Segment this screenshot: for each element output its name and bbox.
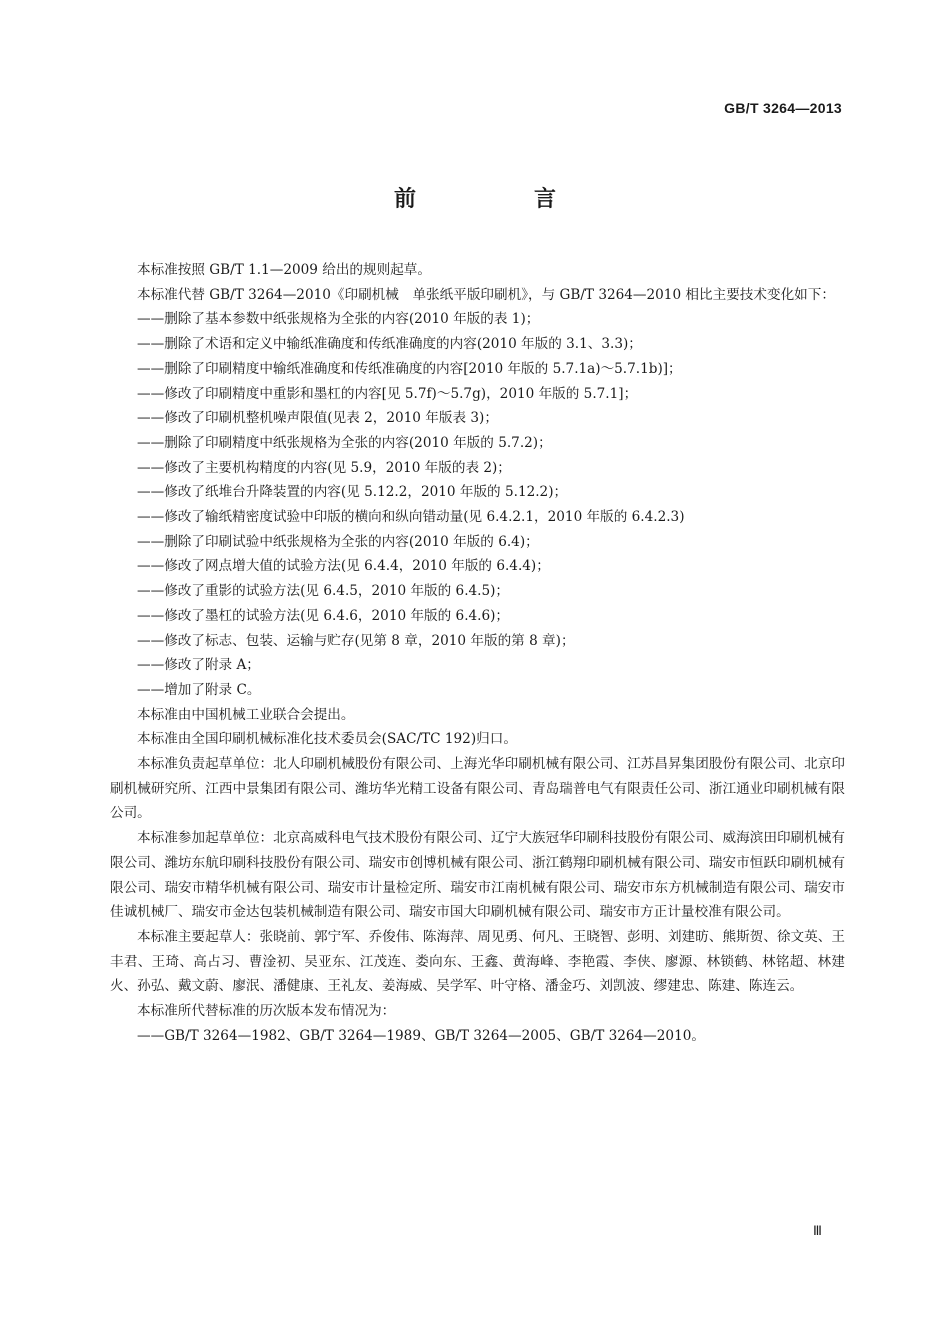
- change-item: ——删除了印刷试验中纸张规格为全张的内容(2010 年版的 6.4)；: [137, 533, 539, 550]
- change-item: ——删除了印刷精度中输纸准确度和传纸准确度的内容[2010 年版的 5.7.1a)～5.7.1b)]；: [137, 360, 682, 377]
- change-item: ——修改了输纸精密度试验中印版的横向和纵向错动量(见 6.4.2.1，2010 年版的 6.4.2.3): [137, 509, 685, 526]
- change-item: ——删除了术语和定义中输纸准确度和传纸准确度的内容(2010 年版的 3.1、3.3)；: [137, 336, 642, 353]
- change-item: ——删除了基本参数中纸张规格为全张的内容(2010 年版的表 1)；: [137, 311, 540, 328]
- change-item: ——修改了重影的试验方法(见 6.4.5，2010 年版的 6.4.5)；: [137, 583, 510, 600]
- intro-paragraph: 本标准代替 GB/T 3264—2010《印刷机械 单张纸平版印刷机》，与 GB/T 3264—2010 相比主要技术变化如下：: [137, 286, 835, 303]
- change-item: ——修改了标志、包装、运输与贮存(见第 8 章，2010 年版的第 8 章)；: [137, 632, 575, 649]
- lead-drafting-units-paragraph: 本标准负责起草单位：北人印刷机械股份有限公司、上海光华印刷机械有限公司、江苏昌昇集团股份有限公司、北京印刷机械研究所、江西中景集团有限公司、潍坊华光精工设备有限公司、青岛瑞普电气有限责任公司、浙江通业印刷机械有限公司。: [110, 756, 845, 822]
- page-number: Ⅲ: [813, 1223, 822, 1238]
- change-item: ——修改了纸堆台升降装置的内容(见 5.12.2，2010 年版的 5.12.2)；: [137, 484, 568, 501]
- document-body: [110, 258, 845, 1049]
- change-item: ——修改了印刷精度中重影和墨杠的内容[见 5.7f)～5.7g)，2010 年版的 5.7.1]；: [137, 385, 638, 402]
- change-item: ——修改了网点增大值的试验方法(见 6.4.4，2010 年版的 6.4.4)；: [137, 558, 550, 575]
- standard-code: GB/T 3264—2013: [724, 100, 842, 116]
- drafters-paragraph: 本标准主要起草人：张晓前、郭宁军、乔俊伟、陈海萍、周见勇、何凡、王晓智、彭明、刘建昉、熊斯贺、徐文英、王丰君、王琦、高占习、曹淦初、吴亚东、江茂连、娄向东、王鑫、黄海峰、李艳霞、李侠、廖源、林锁鹤、林铭超、林建火、孙弘、戴文蔚、廖泯、潘健康、王礼友、姜海威、吴学军、叶守格、潘金巧、刘凯波、缪建忠、陈建、陈连云。: [110, 928, 845, 995]
- change-item: ——修改了墨杠的试验方法(见 6.4.6，2010 年版的 6.4.6)；: [137, 607, 510, 624]
- committee-paragraph: 本标准由全国印刷机械标准化技术委员会(SAC/TC 192)归口。: [137, 731, 517, 748]
- change-item: ——删除了印刷精度中纸张规格为全张的内容(2010 年版的 5.7.2)；: [137, 434, 552, 451]
- change-item: ——修改了附录 A；: [137, 657, 260, 674]
- change-item: ——修改了主要机构精度的内容(见 5.9，2010 年版的表 2)；: [137, 459, 511, 476]
- intro-paragraph: 本标准按照 GB/T 1.1—2009 给出的规则起草。: [137, 262, 431, 278]
- change-item: ——增加了附录 C。: [137, 681, 261, 698]
- proposer-paragraph: 本标准由中国机械工业联合会提出。: [137, 706, 355, 723]
- history-intro-paragraph: 本标准所代替标准的历次版本发布情况为：: [137, 1003, 396, 1020]
- participating-units-paragraph: 本标准参加起草单位：北京高威科电气技术股份有限公司、辽宁大族冠华印刷科技股份有限公司、威海滨田印刷机械有限公司、潍坊东航印刷科技股份有限公司、瑞安市创博机械有限公司、浙江鹤翔印刷机械有限公司、瑞安市恒跃印刷机械有限公司、瑞安市精华机械有限公司、瑞安市计量检定所、瑞安市江南机械有限公司、瑞安市东方机械制造有限公司、瑞安市佳诚机械厂、瑞安市金达包装机械制造有限公司、瑞安市国大印刷机械有限公司、瑞安市方正计量校准有限公司。: [110, 830, 845, 921]
- change-item: ——修改了印刷机整机噪声限值(见表 2，2010 年版表 3)；: [137, 410, 498, 427]
- history-item: ——GB/T 3264—1982、GB/T 3264—1989、GB/T 3264—2005、GB/T 3264—2010。: [137, 1027, 705, 1044]
- page-title: 前 言: [393, 187, 604, 212]
